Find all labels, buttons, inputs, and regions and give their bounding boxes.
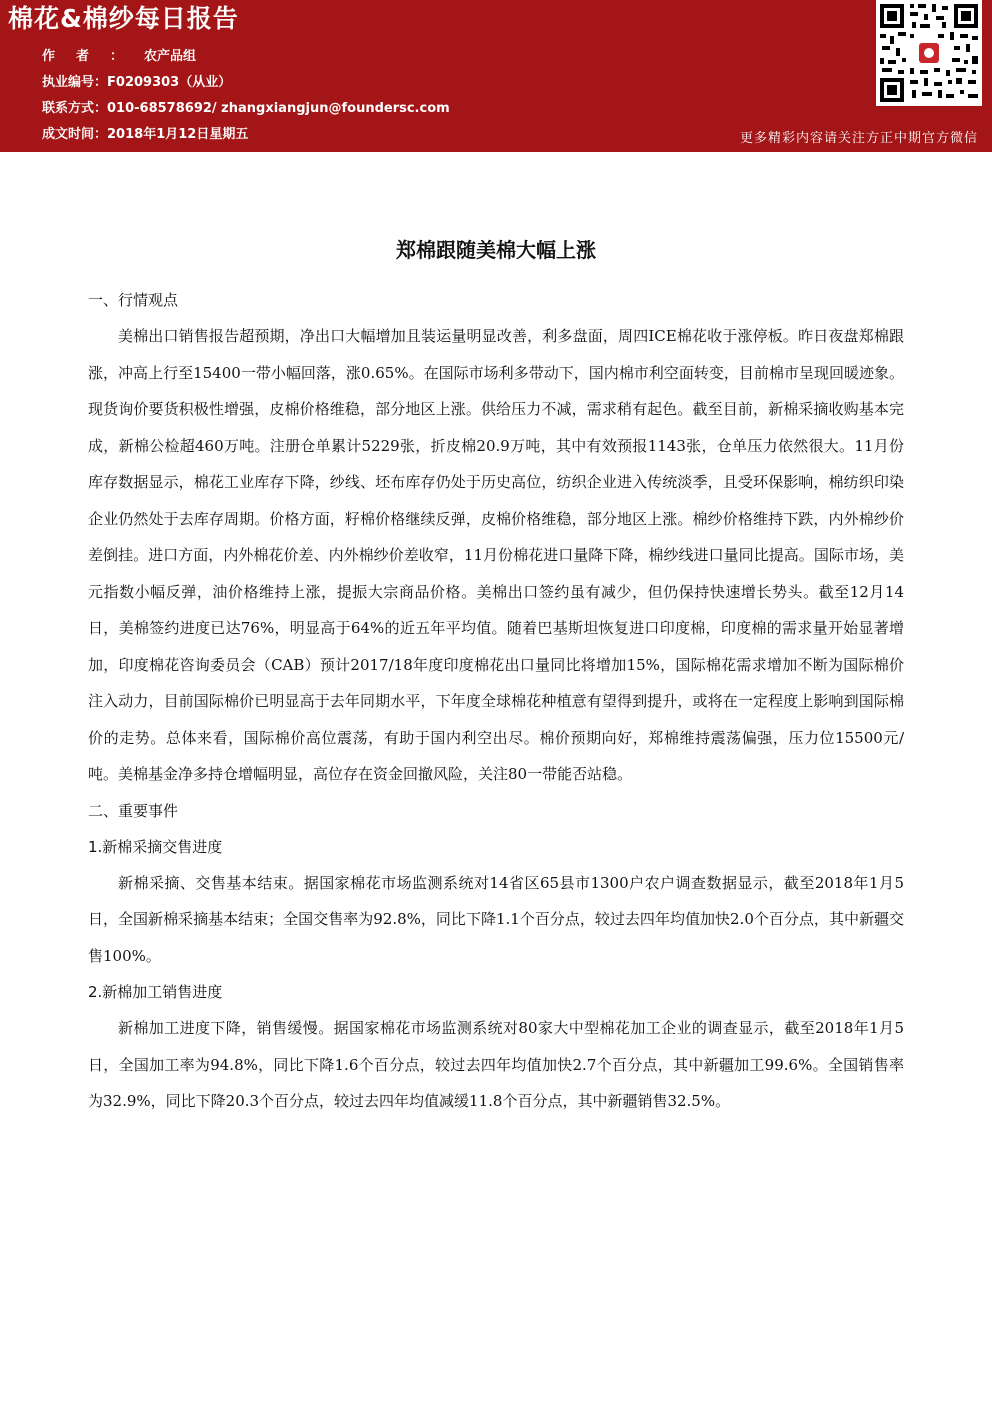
contact-label: 联系方式：	[42, 101, 108, 116]
report-header	[0, 0, 992, 152]
qr-code-graphic	[876, 0, 982, 106]
date-label: 成文时间：	[42, 127, 108, 142]
author-value: 农产品组	[144, 49, 197, 64]
contact-value: 010-68578692/ zhangxiangjun@foundersc.com	[107, 101, 450, 116]
report-title: 棉花&棉纱每日报告	[8, 4, 239, 33]
paragraph-market-view: 美棉出口销售报告超预期，净出口大幅增加且装运量明显改善，利多盘面，周四ICE棉花收于涨停板。昨日夜盘郑棉跟涨，冲高上行至15400一带小幅回落，涨0.65%。在国际市场利多带动下，国内棉市利空面转变，目前棉市呈现回暖迹象。现货询价要货积极性增强，皮棉价格维稳，部分地区上涨。供给压力不减，需求稍有起色。截至目前，新棉采摘收购基本完成，新棉公检超460万吨。注册仓单累计5229张，折皮棉20.9万吨，其中有效预报1143张，仓单压力依然很大。11月份库存数据显示，棉花工业库存下降，纱线、坯布库存仍处于历史高位，纺织企业进入传统淡季，且受环保影响，棉纺织印染企业仍然处于去库存周期。价格方面，籽棉价格继续反弹，皮棉价格维稳，部分地区上涨。棉纱价格维持下跌，内外棉纱价差倒挂。进口方面，内外棉花价差、内外棉纱价差收窄，11月份棉花进口量降下降，棉纱线进口量同比提高。国际市场，美元指数小幅反弹，油价格维持上涨，提振大宗商品价格。美棉出口签约虽有减少，但仍保持快速增长势头。截至12月14日，美棉签约进度已达76%，明显高于64%的近五年平均值。随着巴基斯坦恢复进口印度棉，印度棉的需求量开始显著增加，印度棉花咨询委员会（CAB）预计2017/18年度印度棉花出口量同比将增加15%，国际棉花需求增加不断为国际棉价注入动力，目前国际棉价已明显高于去年同期水平，下年度全球棉花种植意有望得到提升，或将在一定程度上影响到国际棉价的走势。总体来看，国际棉价高位震荡，有助于国内利空出尽。棉价预期向好，郑棉维持震荡偏强，压力位15500元/吨。美棉基金净多持仓增幅明显，高位存在资金回撤风险，关注80一带能否站稳。	[88, 327, 904, 783]
paragraph-processing-progress: 新棉加工进度下降，销售缓慢。据国家棉花市场监测系统对80家大中型棉花加工企业的调查显示，截至2018年1月5日，全国加工率为94.8%，同比下降1.6个百分点，较过去四年均值加快2.7个百分点，其中新疆加工99.6%。全国销售率为32.9%，同比下降20.3个百分点，较过去四年均值减缓11.8个百分点，其中新疆销售32.5%。	[88, 1019, 904, 1110]
contact-row	[42, 96, 450, 122]
sub-heading-picking-progress: 1.新棉采摘交售进度	[88, 837, 223, 856]
report-body	[88, 230, 904, 1120]
license-value: F0209303（从业）	[107, 75, 232, 90]
section-heading-events: 二、重要事件	[88, 801, 179, 820]
section-heading-market-view: 一、行情观点	[88, 291, 179, 309]
sub-heading-processing-progress: 2.新棉加工销售进度	[88, 983, 223, 1001]
license-row	[42, 70, 450, 96]
license-label: 执业编号：	[42, 75, 108, 90]
qr-container	[866, 0, 992, 112]
qr-code-icon	[876, 0, 982, 106]
date-value: 2018年1月12日星期五	[107, 127, 249, 142]
author-row	[42, 44, 450, 70]
wechat-slogan: 更多精彩内容请关注方正中期官方微信	[739, 131, 978, 146]
author-label: 作者：	[42, 49, 145, 64]
document-title: 郑棉跟随美棉大幅上涨	[396, 238, 596, 262]
paragraph-picking-progress: 新棉采摘、交售基本结束。据国家棉花市场监测系统对14省区65县市1300户农户调查数据显示，截至2018年1月5日，全国新棉采摘基本结束；全国交售率为92.8%，同比下降1.1个百分点，较过去四年均值加快2.0个百分点，其中新疆交售100%。	[88, 873, 904, 965]
header-footer-band	[0, 124, 992, 152]
